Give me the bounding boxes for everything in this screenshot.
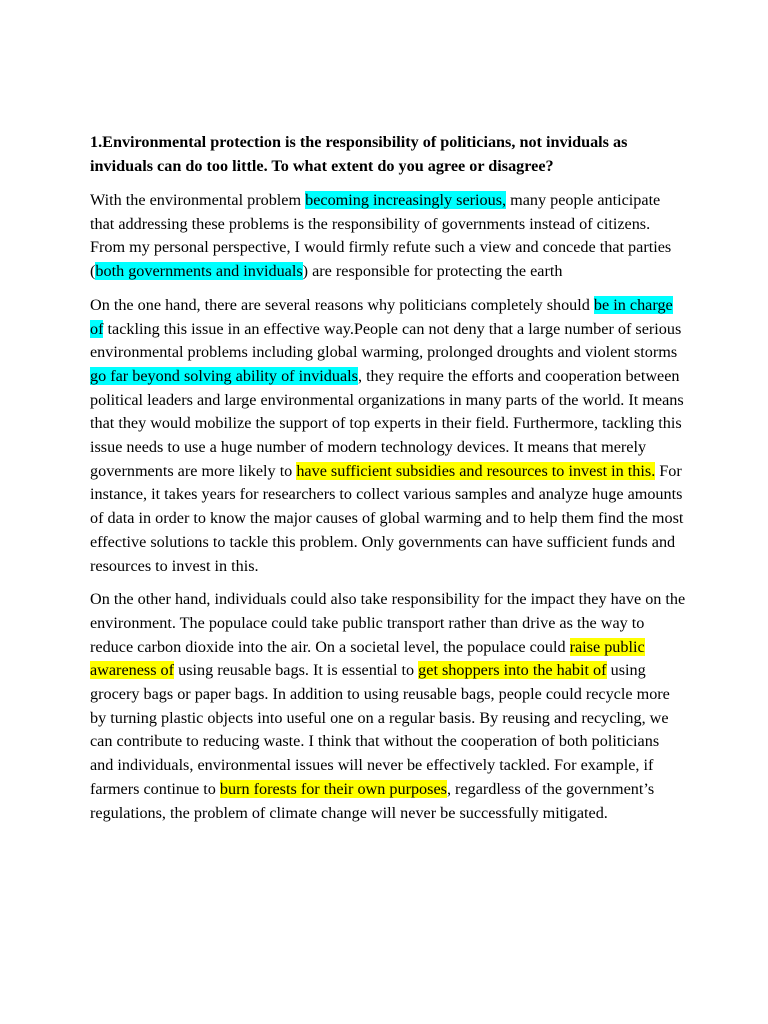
body-paragraph-2	[90, 294, 686, 578]
essay-body	[90, 189, 686, 825]
highlighted-phrase: go far beyond solving ability of inviduals	[90, 366, 358, 385]
essay-question-title: 1.Environmental protection is the responsibility of politicians, not inviduals as inviduals can do too little. To what extent do you agree or disagree?	[90, 133, 628, 175]
highlighted-phrase: burn forests for their own purposes	[219, 779, 447, 798]
paragraph-text: , they require the efforts and cooperation between political leaders and large environmental organizations in many parts of the world. It means that they would mobilize the support of top experts in their field. Furthermore, tackling this issue needs to use a huge number of modern technology devices. It means that merely governments are more likely to	[90, 366, 684, 480]
highlighted-phrase: raise public awareness of	[90, 637, 645, 680]
highlighted-phrase: be in charge of	[90, 295, 673, 338]
paragraph-text: On the other hand, individuals could also take responsibility for the impact they have on the environment. The populace could take public transport rather than drive as the way to reduce carbon dioxide into the air. On a societal level, the populace could	[90, 590, 686, 656]
highlighted-phrase: have sufficient subsidies and resources to invest in this.	[296, 461, 656, 480]
paragraph-text: tackling this issue in an effective way.People can not deny that a large number of serious environmental problems including global warming, prolonged droughts and violent storms	[90, 319, 682, 362]
highlighted-phrase: get shoppers into the habit of	[418, 661, 607, 680]
paragraph-text: ) are responsible for protecting the earth	[302, 262, 563, 281]
paragraph-text: With the environmental problem	[90, 191, 306, 209]
body-paragraph-3	[90, 588, 686, 825]
paragraph-text: On the one hand, there are several reasons why politicians completely should	[90, 295, 594, 314]
highlighted-phrase: becoming increasingly serious,	[305, 191, 507, 209]
highlighted-phrase: both governments and inviduals	[95, 262, 303, 281]
body-paragraph-1	[90, 189, 686, 284]
document-content	[90, 131, 686, 835]
paragraph-text: using reusable bags. It is essential to	[174, 661, 419, 680]
paragraph-text: using grocery bags or paper bags. In addition to using reusable bags, people could recycle more by turning plastic objects into useful one on a regular basis. By reusing and recycling, we can contribute to reducing waste. I think that without the cooperation of both politicians and individuals, environmental issues will never be effectively tackled. For example, if farmers continue to	[90, 661, 670, 798]
paragraph-text: , regardless of the government’s regulations, the problem of climate change will never be successfully mitigated.	[90, 779, 655, 822]
paragraph-text: For instance, it takes years for researchers to collect various samples and analyze huge amounts of data in order to know the major causes of global warming and to help them find the most effective solutions to tackle this problem. Only governments can have sufficient funds and resources to invest in this.	[90, 461, 684, 575]
paragraph-text: many people anticipate that addressing these problems is the responsibility of governments instead of citizens. From my personal perspective, I would firmly refute such a view and concede that parties (	[90, 191, 672, 281]
